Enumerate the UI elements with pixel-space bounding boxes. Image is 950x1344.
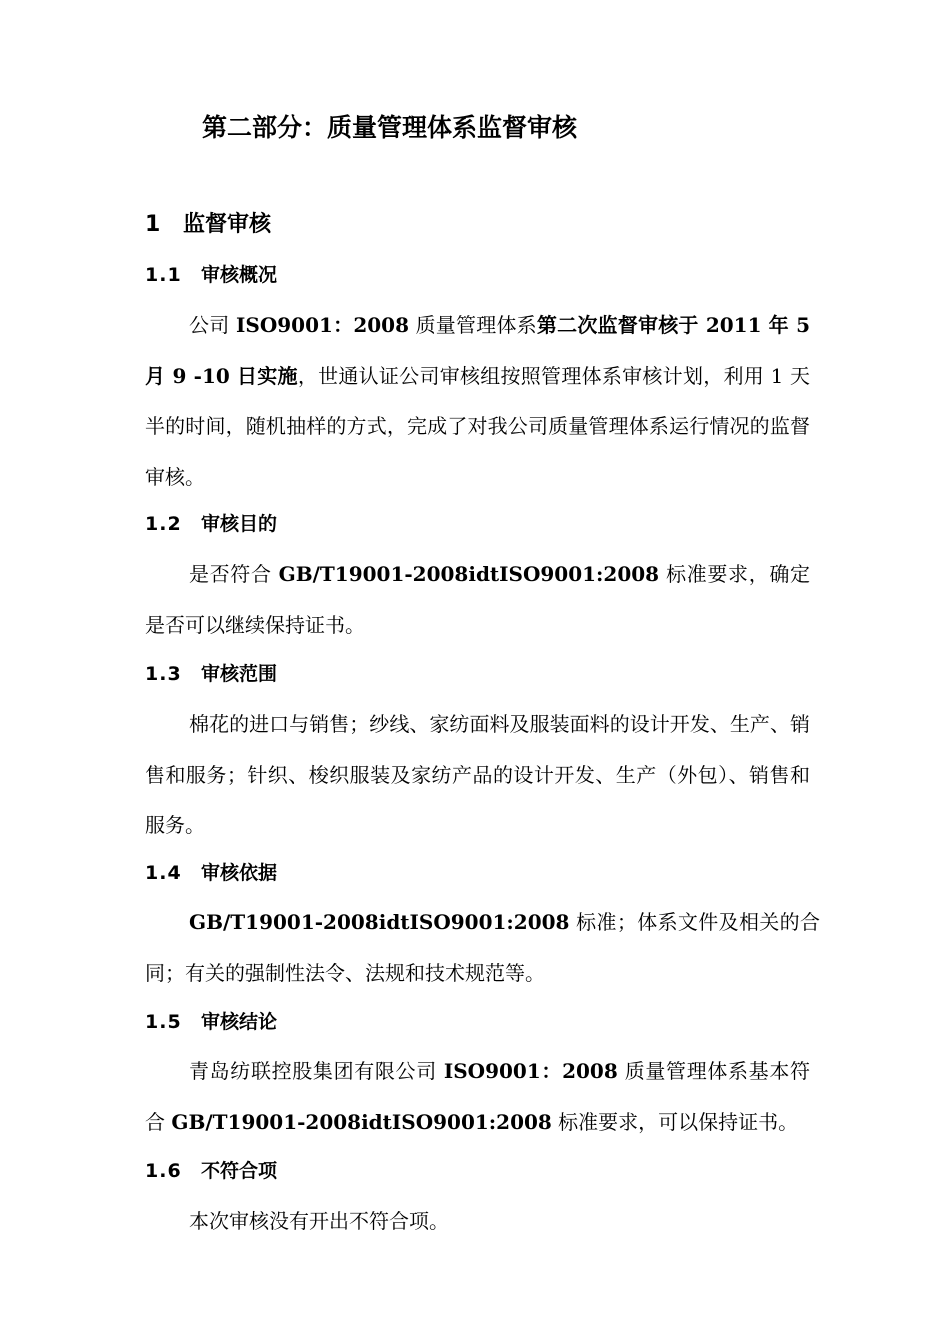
subsection-heading-conclusion (145, 1008, 277, 1036)
paragraph-nonconformity: 本次审核没有开出不符合项。 (189, 1209, 449, 1233)
subsection-number: 1.5 (145, 1011, 182, 1033)
subsection-number: 1.2 (145, 513, 182, 535)
subsection-heading-overview (145, 261, 277, 289)
subsection-title: 审核范围 (201, 663, 278, 685)
paragraph-overview: 公司 ISO9001：2008 质量管理体系第二次监督审核于 2011 年 5 月 9 -10 日实施，世通认证公司审核组按照管理体系审核计划，利用 1 天半的时间，随机抽样的方式，完成了对我公司质量管理体系运行情况的监督审核。 (145, 313, 810, 489)
subsection-title: 不符合项 (201, 1160, 278, 1182)
subsection-title: 审核依据 (201, 862, 278, 884)
page-title: 第二部分：质量管理体系监督审核 (202, 113, 578, 142)
subsection-heading-nonconformity (145, 1157, 277, 1185)
paragraph-purpose: 是否符合 GB/T19001-2008idtISO9001:2008 标准要求，确定是否可以继续保持证书。 (145, 562, 811, 637)
subsection-number: 1.3 (145, 663, 182, 685)
subsection-number: 1.1 (145, 264, 182, 286)
subsection-title: 审核目的 (201, 513, 278, 535)
paragraph-scope: 棉花的进口与销售；纱线、家纺面料及服装面料的设计开发、生产、销售和服务；针织、梭织服装及家纺产品的设计开发、生产（外包）、销售和服务。 (145, 712, 810, 837)
subsection-number: 1.4 (145, 862, 182, 884)
subsection-title: 审核结论 (201, 1011, 278, 1033)
subsection-heading-purpose (145, 510, 277, 538)
subsection-heading-scope (145, 660, 277, 688)
subsection-heading-basis (145, 859, 277, 887)
subsection-number: 1.6 (145, 1160, 182, 1182)
paragraph-conclusion: 青岛纺联控股集团有限公司 ISO9001：2008 质量管理体系基本符合 GB/T19001-2008idtISO9001:2008 标准要求，可以保持证书。 (145, 1059, 810, 1134)
section-number: 1 (145, 212, 161, 237)
subsection-title: 审核概况 (201, 264, 278, 286)
section-title: 监督审核 (183, 212, 272, 237)
section-heading (145, 208, 271, 242)
paragraph-basis: GB/T19001-2008idtISO9001:2008 标准；体系文件及相关的合同；有关的强制性法令、法规和技术规范等。 (145, 910, 820, 985)
